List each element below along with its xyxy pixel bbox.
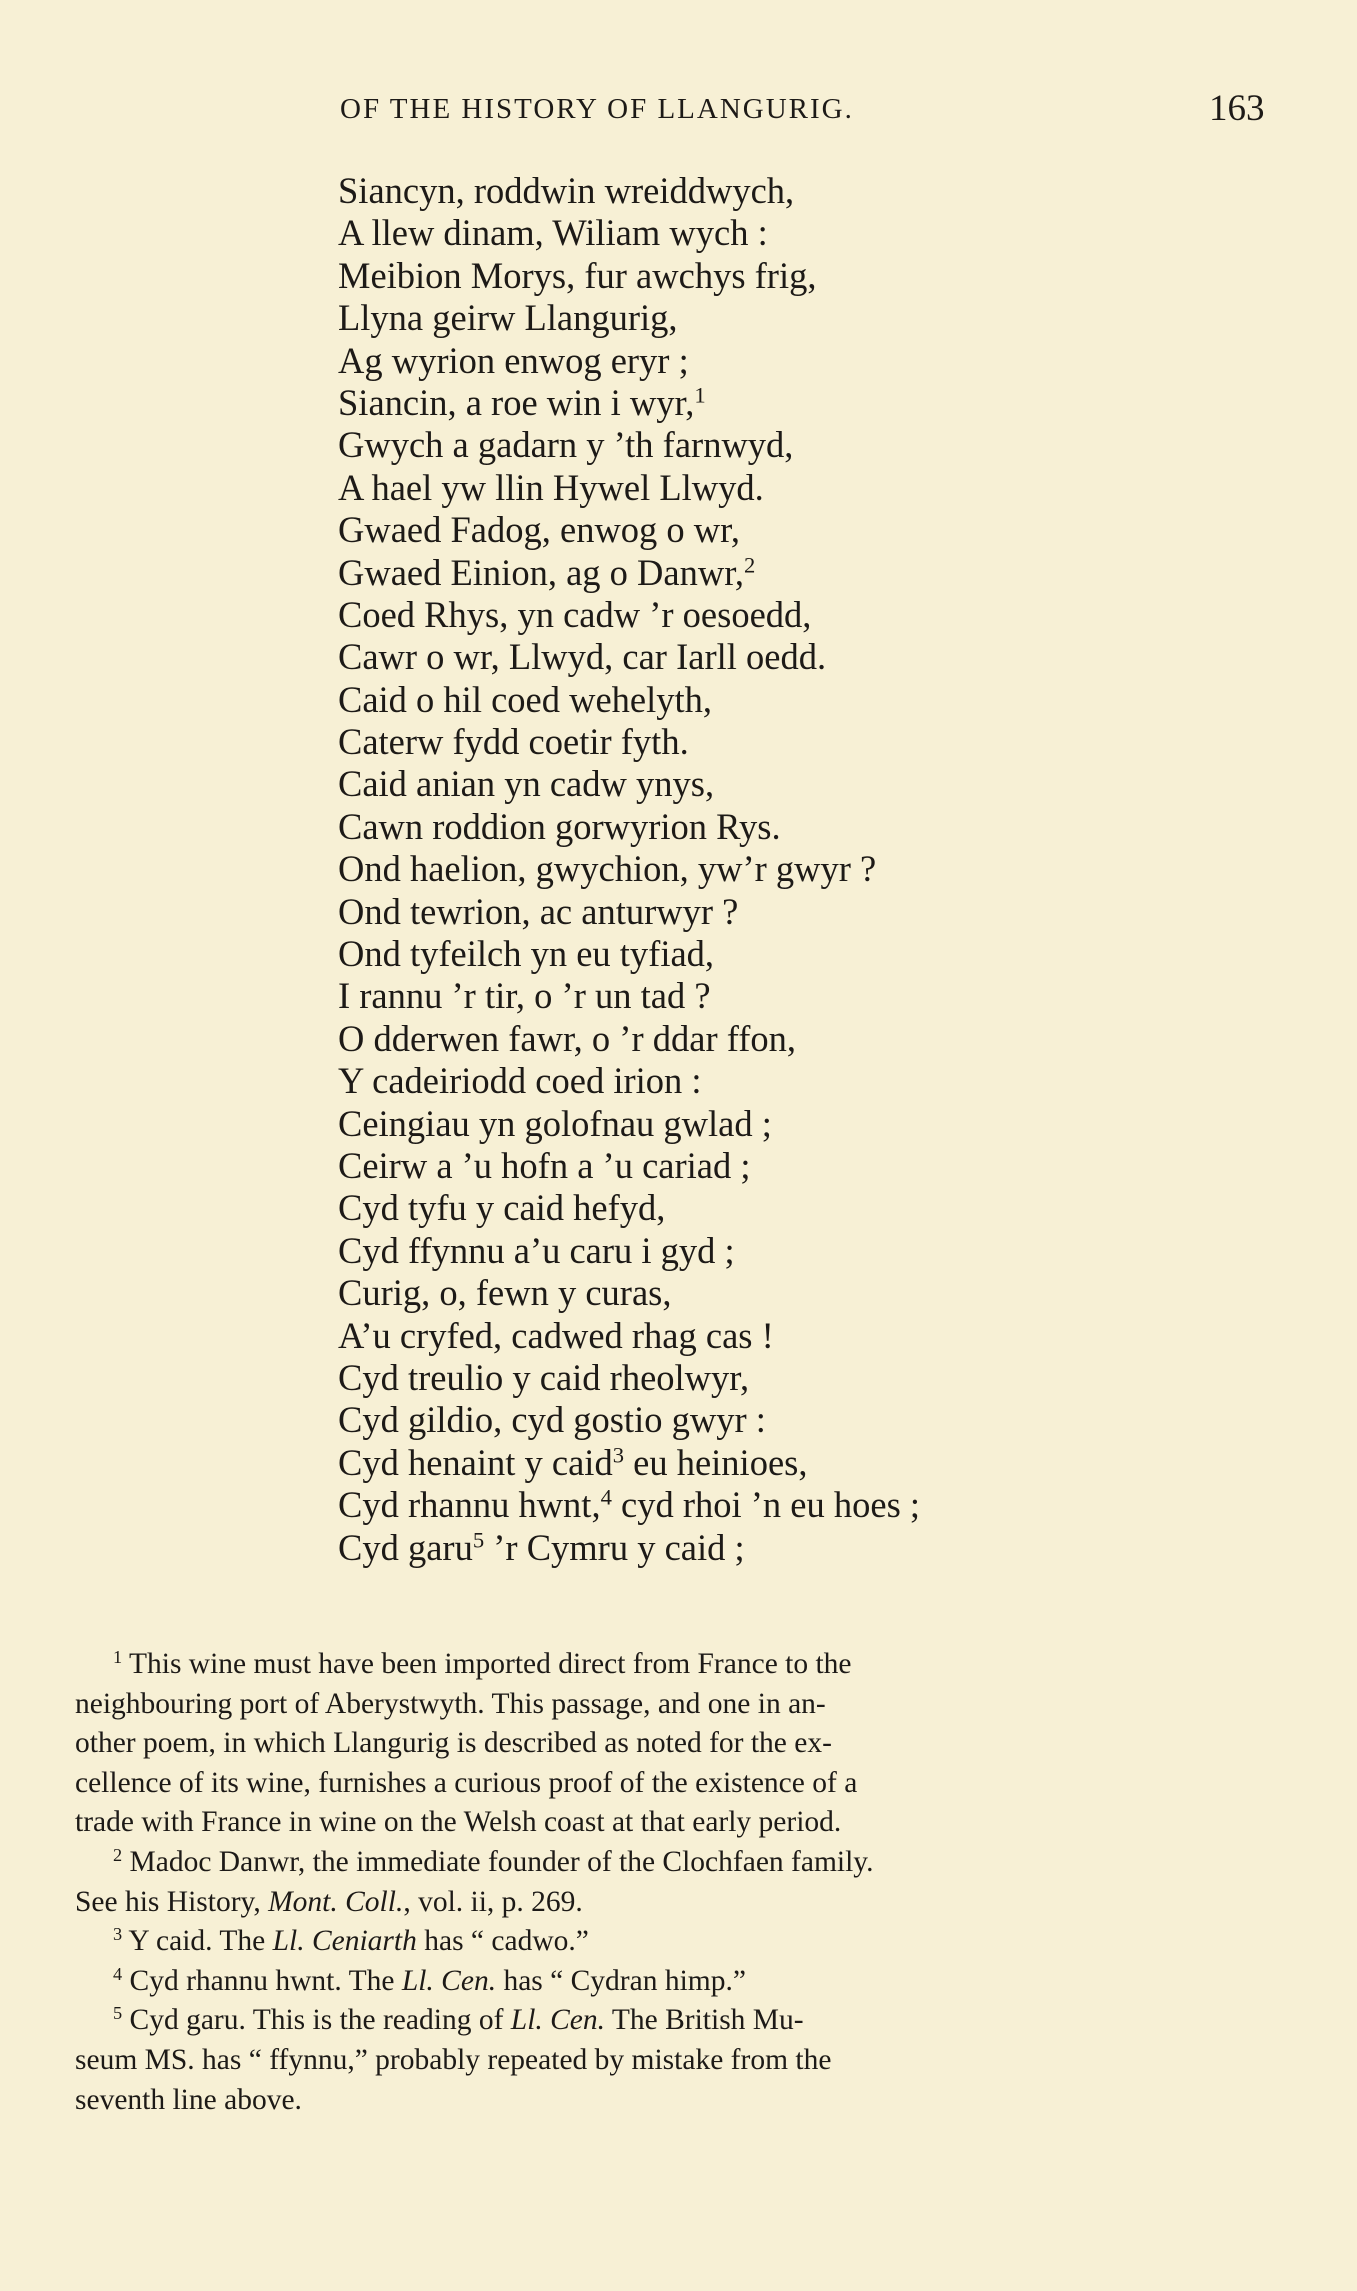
verse-line bbox=[338, 382, 1138, 424]
verse-line: Ond tewrion, ac anturwyr ? bbox=[338, 890, 739, 932]
verse-text: ’r Cymru y caid ; bbox=[493, 1526, 745, 1568]
verse-line: Cawn roddion gorwyrion Rys. bbox=[338, 805, 781, 847]
verse-line: Caid o hil coed wehelyth, bbox=[338, 678, 713, 720]
verse-line: Coed Rhys, yn cadw ’r oesoedd, bbox=[338, 593, 812, 635]
running-head bbox=[0, 84, 1357, 134]
footnote-ref-2: 2 bbox=[744, 552, 756, 578]
verse-line bbox=[338, 552, 1138, 594]
running-title: OF THE HISTORY OF LLANGURIG. bbox=[340, 93, 854, 125]
footnote-mark: 3 bbox=[113, 1924, 123, 1945]
verse-line: Y cadeiriodd coed irion : bbox=[338, 1060, 702, 1102]
verse-text: eu heinioes, bbox=[633, 1441, 808, 1483]
verse-text: Cyd garu bbox=[338, 1526, 473, 1568]
verse-line: Cyd gildio, cyd gostio gwyr : bbox=[338, 1399, 766, 1441]
verse-line: Gwych a gadarn y ’th farnwyd, bbox=[338, 424, 794, 466]
footnote-2-line bbox=[75, 1883, 1235, 1923]
footnote-ref-3: 3 bbox=[612, 1442, 625, 1468]
verse-line: A’u cryfed, cadwed rhag cas ! bbox=[338, 1314, 774, 1356]
footnote-text: See his History, bbox=[75, 1885, 269, 1918]
footnote-mark: 5 bbox=[113, 2003, 123, 2024]
verse-line: Ond haelion, gwychion, yw’r gwyr ? bbox=[338, 848, 877, 890]
footnotes bbox=[75, 1645, 1235, 2120]
verse-text: cyd rhoi ’n eu hoes ; bbox=[621, 1484, 921, 1526]
footnote-1 bbox=[75, 1645, 1235, 1685]
verse-line: Cawr o wr, Llwyd, car Iarll oedd. bbox=[338, 636, 827, 678]
footnote-text: This wine must have been imported direct from France to the bbox=[128, 1648, 852, 1680]
verse-line: Ceingiau yn golofnau gwlad ; bbox=[338, 1102, 772, 1144]
footnote-text: Madoc Danwr, the immediate founder of the Clochfaen family. bbox=[129, 1845, 874, 1878]
verse-line: Caid anian yn cadw ynys, bbox=[338, 763, 715, 805]
verse-text: Cyd henaint y caid bbox=[338, 1441, 613, 1483]
footnote-2 bbox=[75, 1843, 1235, 1883]
footnote-text: Cyd rhannu hwnt. The bbox=[129, 1964, 402, 1997]
verse-line: O dderwen fawr, o ’r ddar ffon, bbox=[338, 1017, 796, 1059]
footnote-citation: Ll. Ceniarth bbox=[272, 1925, 417, 1958]
footnote-5 bbox=[75, 2001, 1235, 2041]
footnote-ref-1: 1 bbox=[694, 382, 706, 408]
verse-text: Cyd rhannu hwnt, bbox=[338, 1484, 601, 1526]
verse-line bbox=[338, 1484, 1138, 1526]
footnote-text: , vol. ii, p. 269. bbox=[403, 1885, 583, 1918]
verse-line: A hael yw llin Hywel Llwyd. bbox=[338, 466, 764, 508]
footnote-ref-4: 4 bbox=[600, 1484, 612, 1510]
verse-line: Meibion Morys, fur awchys frig, bbox=[338, 254, 817, 296]
verse-line: Ag wyrion enwog eryr ; bbox=[338, 339, 689, 381]
footnote-text: The British Mu- bbox=[605, 2004, 804, 2037]
verse-line: Curig, o, fewn y curas, bbox=[338, 1272, 672, 1314]
poem bbox=[338, 170, 1138, 1569]
verse-line: Cyd tyfu y caid hefyd, bbox=[338, 1187, 666, 1229]
footnote-1-line: cellence of its wine, furnishes a curious proof of the existence of a bbox=[75, 1766, 858, 1799]
verse-line: Caterw fydd coetir fyth. bbox=[338, 721, 689, 763]
footnote-1-line: other poem, in which Llangurig is described as noted for the ex- bbox=[75, 1727, 832, 1760]
footnote-5-line: seventh line above. bbox=[75, 2083, 302, 2116]
footnote-4 bbox=[75, 1962, 1235, 2002]
footnote-1-line: neighbouring port of Aberystwyth. This passage, and one in an- bbox=[75, 1687, 826, 1720]
footnote-mark: 4 bbox=[113, 1963, 123, 1984]
footnote-citation: Ll. Cen. bbox=[510, 2004, 606, 2037]
verse-line bbox=[338, 1527, 1138, 1569]
footnote-mark: 1 bbox=[113, 1646, 123, 1667]
verse-line: I rannu ’r tir, o ’r un tad ? bbox=[338, 975, 711, 1017]
footnote-text: has “ Cydran himp.” bbox=[496, 1964, 746, 1997]
verse-line: Ond tyfeilch yn eu tyfiad, bbox=[338, 933, 715, 975]
footnote-text: has “ cadwo.” bbox=[416, 1925, 589, 1958]
verse-line: Siancyn, roddwin wreiddwych, bbox=[338, 170, 795, 211]
footnote-mark: 2 bbox=[113, 1844, 123, 1865]
verse-line: Gwaed Fadog, enwog o wr, bbox=[338, 509, 740, 551]
verse-line bbox=[338, 1442, 1138, 1484]
footnote-text: Cyd garu. This is the reading of bbox=[129, 2004, 511, 2037]
page-number: 163 bbox=[1209, 88, 1265, 129]
verse-line: Cyd treulio y caid rheolwyr, bbox=[338, 1356, 750, 1398]
footnote-text: Y caid. The bbox=[128, 1925, 273, 1958]
verse-line: A llew dinam, Wiliam wych : bbox=[338, 212, 768, 254]
verse-line: Llyna geirw Llangurig, bbox=[338, 297, 678, 339]
verse-text: Siancin, a roe win i wyr, bbox=[338, 381, 695, 423]
footnote-3 bbox=[75, 1922, 1235, 1962]
footnote-ref-5: 5 bbox=[472, 1527, 485, 1553]
footnote-1-line: trade with France in wine on the Welsh coast at that early period. bbox=[75, 1806, 842, 1839]
verse-text: Gwaed Einion, ag o Danwr, bbox=[338, 551, 745, 593]
verse-line: Ceirw a ’u hofn a ’u cariad ; bbox=[338, 1144, 751, 1186]
footnote-5-line: seum MS. has “ ffynnu,” probably repeated by mistake from the bbox=[75, 2043, 832, 2076]
verse-line: Cyd ffynnu a’u caru i gyd ; bbox=[338, 1229, 735, 1271]
footnote-citation: Ll. Cen. bbox=[401, 1964, 497, 1997]
footnote-citation: Mont. Coll. bbox=[268, 1885, 404, 1918]
